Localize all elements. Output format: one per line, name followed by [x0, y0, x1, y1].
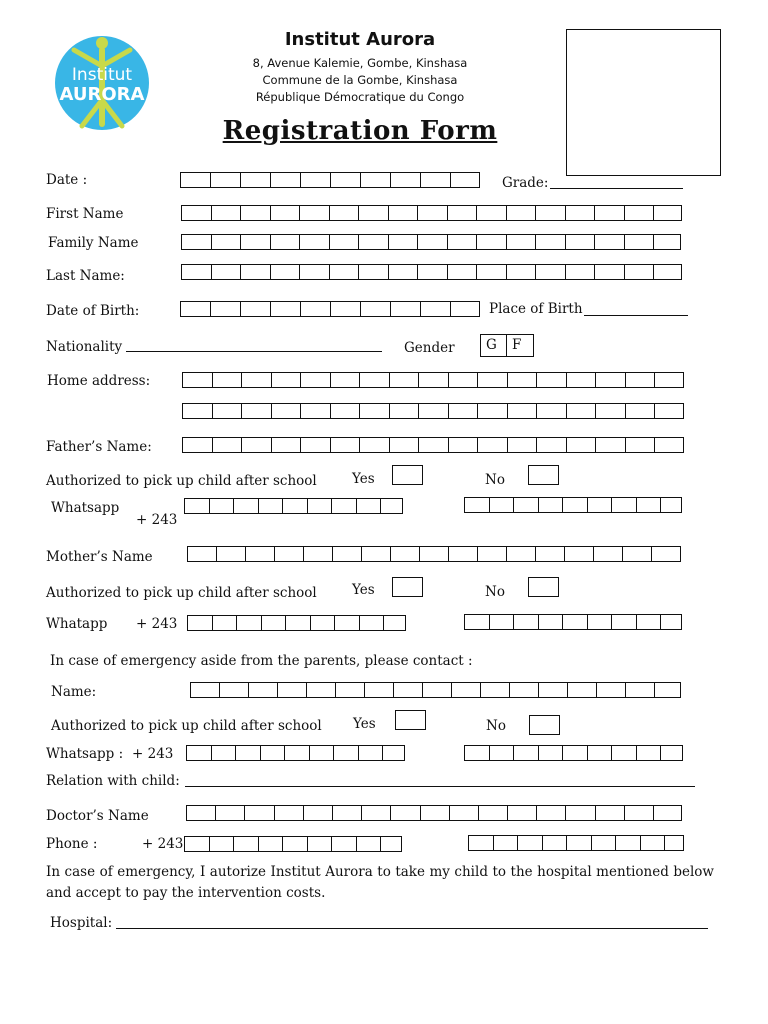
emergency-name-boxes[interactable]	[190, 682, 681, 698]
date-label: Date :	[46, 172, 88, 188]
gender-label: Gender	[404, 340, 455, 356]
gender-f-box[interactable]: F	[512, 337, 522, 353]
family-name-boxes[interactable]	[181, 234, 681, 250]
relation-label: Relation with child:	[46, 773, 180, 789]
phone-boxes-2[interactable]	[468, 835, 684, 851]
date-of-birth-label: Date of Birth:	[46, 303, 140, 319]
last-name-boxes[interactable]	[181, 264, 682, 280]
emergency-yes-label: Yes	[353, 716, 376, 732]
relation-line[interactable]	[185, 786, 695, 787]
form-title: Registration Form	[222, 116, 498, 146]
emergency-authorized-label: Authorized to pick up child after school	[51, 718, 322, 734]
hospital-label: Hospital:	[50, 915, 113, 931]
date-of-birth-boxes[interactable]	[180, 301, 480, 317]
doctors-name-label: Doctor’s Name	[46, 808, 149, 824]
consent-paragraph: In case of emergency, I autorize Institut Aurora to take my child to the hospital mentioned below and accept to pay the intervention costs.	[46, 864, 714, 901]
first-name-label: First Name	[46, 206, 124, 222]
gender-boxes[interactable]	[480, 334, 534, 357]
grade-label: Grade:	[502, 175, 549, 191]
address-line-3: République Démocratique du Congo	[255, 90, 465, 104]
grade-line[interactable]	[550, 188, 683, 189]
mother-whatapp-boxes-2[interactable]	[464, 614, 682, 630]
nationality-line[interactable]	[126, 351, 382, 352]
mothers-name-boxes[interactable]	[187, 546, 681, 562]
home-address-boxes-1[interactable]	[182, 372, 684, 388]
mother-whatapp-label: Whatapp	[46, 616, 108, 632]
emergency-country-code: + 243	[132, 746, 174, 762]
institute-logo	[52, 28, 156, 134]
father-authorized-label: Authorized to pick up child after school	[46, 473, 317, 489]
phone-boxes-1[interactable]	[184, 836, 402, 852]
emergency-yes-checkbox[interactable]	[395, 710, 426, 730]
svg-text:Institut: Institut	[71, 65, 133, 85]
father-country-code: + 243	[136, 512, 178, 528]
institute-name: Institut Aurora	[284, 29, 436, 50]
father-whatsapp-boxes-2[interactable]	[464, 497, 682, 513]
father-whatsapp-boxes-1[interactable]	[184, 498, 403, 514]
home-address-boxes-2[interactable]	[182, 403, 684, 419]
place-of-birth-line[interactable]	[584, 315, 688, 316]
mothers-name-label: Mother’s Name	[46, 549, 153, 565]
first-name-boxes[interactable]	[181, 205, 682, 221]
emergency-no-label: No	[486, 718, 506, 734]
photo-box[interactable]	[566, 29, 721, 176]
place-of-birth-label: Place of Birth	[489, 301, 583, 317]
emergency-no-checkbox[interactable]	[529, 715, 560, 735]
fathers-name-label: Father’s Name:	[46, 439, 152, 455]
phone-country-code: + 243	[142, 836, 184, 852]
doctors-name-boxes[interactable]	[186, 805, 682, 821]
last-name-label: Last Name:	[46, 268, 125, 284]
mother-yes-checkbox[interactable]	[392, 577, 423, 597]
svg-text:AURORA: AURORA	[59, 84, 145, 105]
mother-no-checkbox[interactable]	[528, 577, 559, 597]
emergency-name-label: Name:	[51, 684, 97, 700]
phone-label: Phone :	[46, 836, 98, 852]
emergency-contact-intro: In case of emergency aside from the parents, please contact :	[50, 653, 473, 669]
father-yes-label: Yes	[352, 471, 375, 487]
family-name-label: Family Name	[48, 235, 139, 251]
address-line-2: Commune de la Gombe, Kinshasa	[262, 73, 458, 87]
emergency-whatsapp-boxes-1[interactable]	[186, 745, 405, 761]
father-yes-checkbox[interactable]	[392, 465, 423, 485]
fathers-name-boxes[interactable]	[182, 437, 684, 453]
emergency-whatsapp-label: Whatsapp :	[46, 746, 124, 762]
mother-whatapp-boxes-1[interactable]	[187, 615, 406, 631]
address-line-1: 8, Avenue Kalemie, Gombe, Kinshasa	[252, 56, 468, 70]
mother-country-code: + 243	[136, 616, 178, 632]
mother-authorized-label: Authorized to pick up child after school	[46, 585, 317, 601]
home-address-label: Home address:	[47, 373, 151, 389]
date-boxes[interactable]	[180, 172, 480, 188]
father-no-checkbox[interactable]	[528, 465, 559, 485]
mother-no-label: No	[485, 584, 505, 600]
father-whatsapp-label: Whatsapp	[51, 500, 120, 516]
emergency-whatsapp-boxes-2[interactable]	[464, 745, 683, 761]
nationality-label: Nationality	[46, 339, 123, 355]
mother-yes-label: Yes	[352, 582, 375, 598]
gender-g-box[interactable]: G	[481, 335, 507, 356]
father-no-label: No	[485, 472, 505, 488]
hospital-line[interactable]	[116, 928, 708, 929]
